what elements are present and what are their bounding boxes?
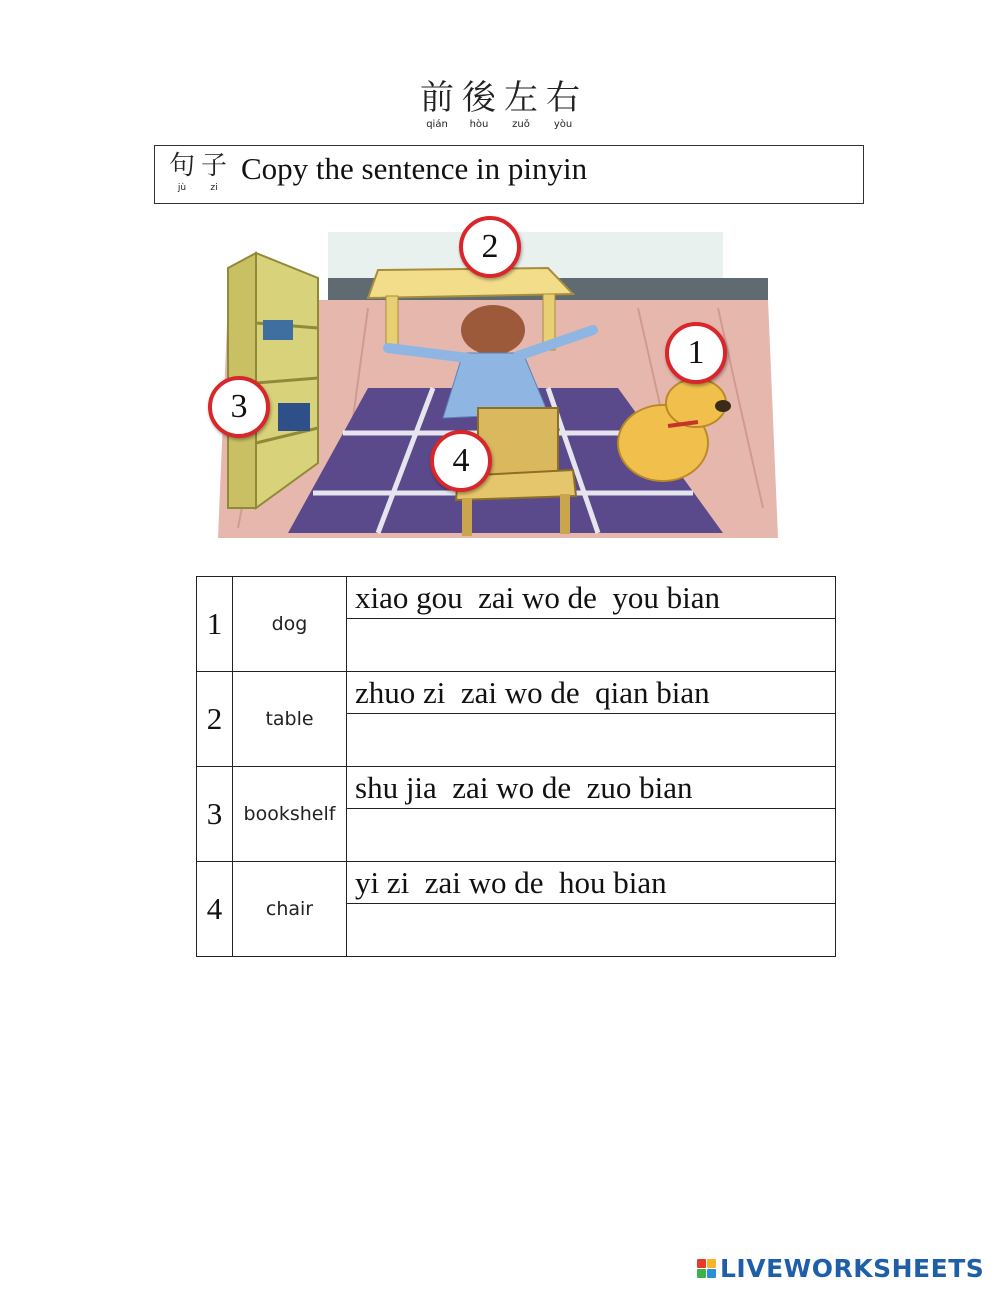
title-char: [544, 78, 582, 132]
logo-square: [707, 1259, 716, 1268]
instruction-hanzi: 句: [169, 151, 196, 181]
row-word: bookshelf: [233, 767, 347, 862]
answer-cell: [347, 714, 836, 767]
marker-1: 1: [665, 322, 727, 384]
answer-cell: [347, 904, 836, 957]
answer-input[interactable]: [347, 809, 835, 861]
title-hanzi: 左: [504, 78, 538, 118]
answer-cell: [347, 809, 836, 862]
instruction-text: Copy the sentence in pinyin: [241, 151, 588, 186]
row-sentence: xiao gou zai wo de you bian: [347, 577, 836, 619]
title-pinyin: zuǒ: [512, 119, 530, 130]
worksheet-title: [0, 78, 1000, 132]
instruction-hanzi: 子: [201, 151, 228, 181]
title-pinyin: qián: [426, 119, 448, 130]
row-sentence: yi zi zai wo de hou bian: [347, 862, 836, 904]
logo-icon: [697, 1259, 716, 1278]
row-word: chair: [233, 862, 347, 957]
logo-square: [707, 1269, 716, 1278]
instruction-pinyin: zi: [210, 183, 218, 193]
answer-input[interactable]: [347, 714, 835, 766]
row-sentence: shu jia zai wo de zuo bian: [347, 767, 836, 809]
instruction-char: [169, 149, 195, 193]
logo-square: [697, 1269, 706, 1278]
answer-input[interactable]: [347, 619, 835, 671]
title-char: [418, 78, 456, 132]
instruction-char: [201, 149, 227, 193]
marker-2: 2: [459, 216, 521, 278]
marker-4: 4: [430, 430, 492, 492]
row-word: dog: [233, 577, 347, 672]
title-pinyin: hòu: [469, 119, 489, 130]
table-row: [197, 577, 836, 619]
answer-cell: [347, 619, 836, 672]
row-number: 2: [197, 672, 233, 767]
instruction-pinyin: jù: [177, 183, 187, 193]
liveworksheets-logo[interactable]: [697, 1254, 984, 1283]
logo-text: LIVEWORKSHEETS: [720, 1254, 985, 1283]
room-illustration: [218, 208, 778, 538]
title-hanzi: 前: [420, 78, 454, 118]
row-number: 3: [197, 767, 233, 862]
table-row: [197, 672, 836, 714]
row-word: table: [233, 672, 347, 767]
answer-input[interactable]: [347, 904, 835, 956]
title-char: [460, 78, 498, 132]
sentence-table: [196, 576, 836, 957]
title-hanzi: 後: [462, 78, 496, 118]
row-number: 4: [197, 862, 233, 957]
instruction-box: [154, 145, 864, 204]
row-sentence: zhuo zi zai wo de qian bian: [347, 672, 836, 714]
title-pinyin: yòu: [553, 119, 573, 130]
row-number: 1: [197, 577, 233, 672]
table-row: [197, 767, 836, 809]
table-row: [197, 862, 836, 904]
logo-square: [697, 1259, 706, 1268]
title-hanzi: 右: [546, 78, 580, 118]
title-char: [502, 78, 540, 132]
marker-3: 3: [208, 376, 270, 438]
